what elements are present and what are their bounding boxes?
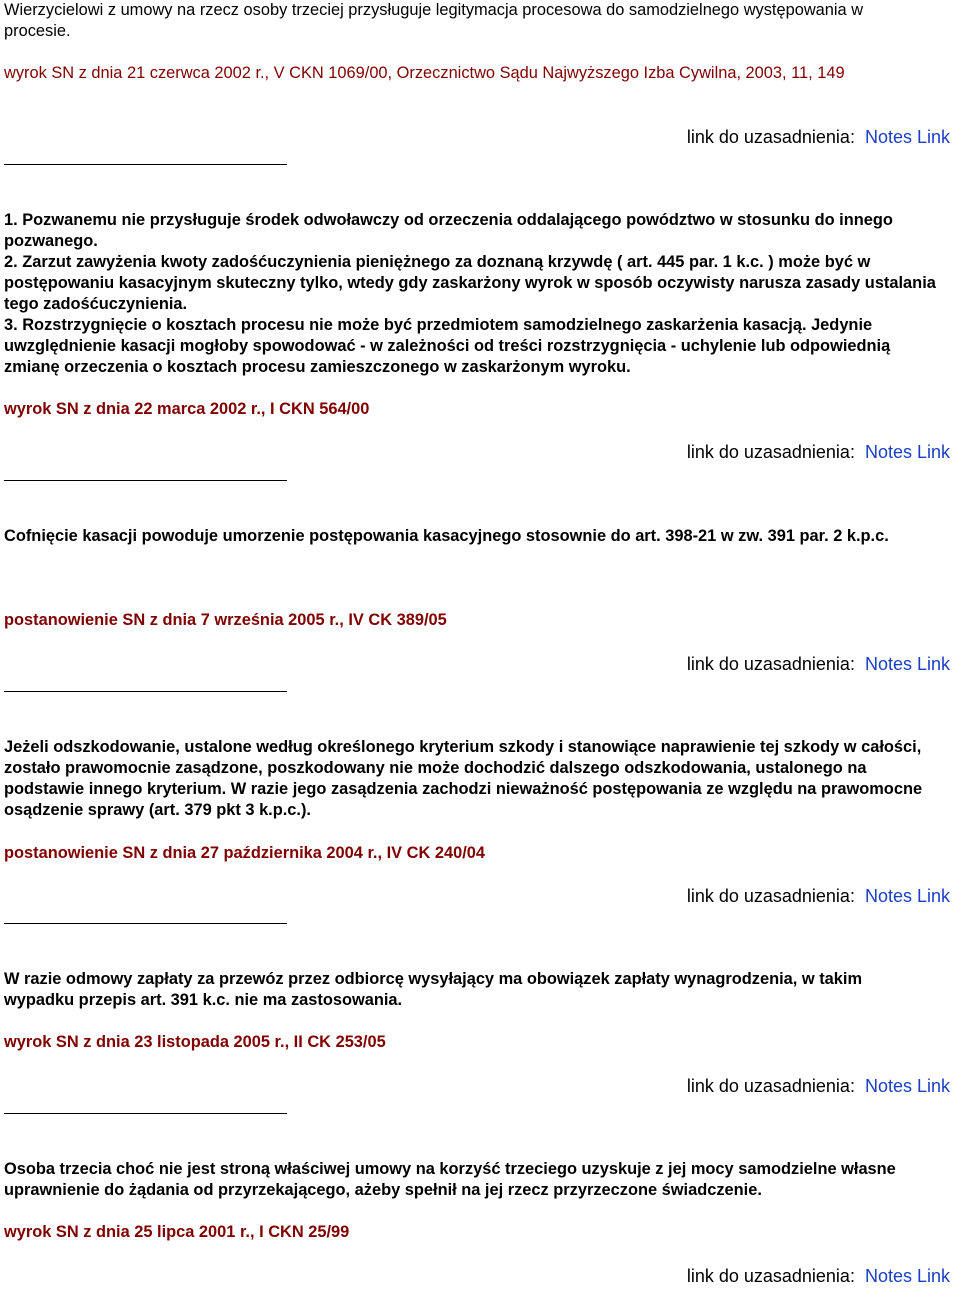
- thesis-text: Osoba trzecia choć nie jest stroną właściwej umowy na korzyść trzeciego uzyskuje z jej mocy samodzielne własne uprawnienie do żądania od przyrzekającego, ażeby spełnił na jej rzecz przyrzeczone świadczenie.: [4, 1160, 896, 1199]
- notes-link[interactable]: Notes Link: [864, 1266, 950, 1286]
- link-label: link do uzasadnienia:: [686, 886, 855, 906]
- thesis-text: Wierzycielowi z umowy na rzecz osoby trzeciej przysługuje legitymacja procesowa do samodzielnego występowania w procesie.: [4, 1, 864, 40]
- notes-link[interactable]: Notes Link: [864, 654, 950, 674]
- separator-line: [4, 164, 287, 165]
- link-label: link do uzasadnienia:: [686, 654, 855, 674]
- notes-link[interactable]: Notes Link: [864, 442, 950, 462]
- link-row: [687, 1265, 950, 1287]
- thesis-point-2: 2. Zarzut zawyżenia kwoty zadośćuczynienia pieniężnego za doznaną krzywdę ( art. 445 par. 1 k.c. ) może być w postępowaniu kasacyjnym skuteczny tylko, wtedy gdy zaskarżony wyrok w sposób oczywisty narusza zasady ustalania tego zadośćuczynienia.: [4, 253, 936, 313]
- notes-link[interactable]: Notes Link: [864, 1076, 950, 1096]
- separator-line: [4, 923, 287, 924]
- citation-text: postanowienie SN z dnia 7 września 2005 r., IV CK 389/05: [4, 611, 447, 629]
- thesis-text: Cofnięcie kasacji powoduje umorzenie postępowania kasacyjnego stosownie do art. 398-21 w zw. 391 par. 2 k.p.c.: [4, 527, 889, 545]
- citation-text: wyrok SN z dnia 21 czerwca 2002 r., V CKN 1069/00, Orzecznictwo Sądu Najwyższego Izba Cywilna, 2003, 11, 149: [4, 64, 845, 82]
- thesis-text: W razie odmowy zapłaty za przewóz przez odbiorcę wysyłający ma obowiązek zapłaty wynagrodzenia, w takim wypadku przepis art. 391 k.c. nie ma zastosowania.: [4, 970, 863, 1009]
- link-label: link do uzasadnienia:: [686, 1076, 855, 1096]
- notes-link[interactable]: Notes Link: [864, 127, 950, 147]
- citation-text: wyrok SN z dnia 25 lipca 2001 r., I CKN 25/99: [4, 1223, 350, 1241]
- link-label: link do uzasadnienia:: [686, 442, 855, 462]
- link-row: [687, 126, 950, 148]
- link-row: [687, 441, 950, 463]
- thesis-text: Jeżeli odszkodowanie, ustalone według określonego kryterium szkody i stanowiące naprawienie tej szkody w całości, zostało prawomocnie zasądzone, poszkodowany nie może dochodzić dalszego odszkodowania, ustalonego na podstawie innego kryterium. W razie jego zasądzenia zachodzi nieważność postępowania ze względu na prawomocne osądzenie sprawy (art. 379 pkt 3 k.p.c.).: [4, 738, 923, 819]
- link-label: link do uzasadnienia:: [686, 1266, 855, 1286]
- separator-line: [4, 480, 287, 481]
- separator-line: [4, 691, 287, 692]
- citation-text: wyrok SN z dnia 22 marca 2002 r., I CKN 564/00: [4, 400, 370, 418]
- link-label: link do uzasadnienia:: [686, 127, 855, 147]
- link-row: [687, 1075, 950, 1097]
- notes-link[interactable]: Notes Link: [864, 886, 950, 906]
- citation-text: wyrok SN z dnia 23 listopada 2005 r., II CK 253/05: [4, 1033, 386, 1051]
- separator-line: [4, 1113, 287, 1114]
- thesis-point-3: 3. Rozstrzygnięcie o kosztach procesu nie może być przedmiotem samodzielnego zaskarżenia kasacją. Jedynie uwzględnienie kasacji mogłoby spowodować - w zależności od treści rozstrzygnięcia - uchylenie lub odpowiednią zmianę orzeczenia o kosztach procesu zamieszczonego w zaskarżonym wyroku.: [4, 316, 891, 376]
- link-row: [687, 653, 950, 675]
- thesis-point-1: 1. Pozwanemu nie przysługuje środek odwoławczy od orzeczenia oddalającego powództwo w stosunku do innego pozwanego.: [4, 211, 893, 250]
- citation-text: postanowienie SN z dnia 27 października 2004 r., IV CK 240/04: [4, 844, 485, 862]
- link-row: [687, 885, 950, 907]
